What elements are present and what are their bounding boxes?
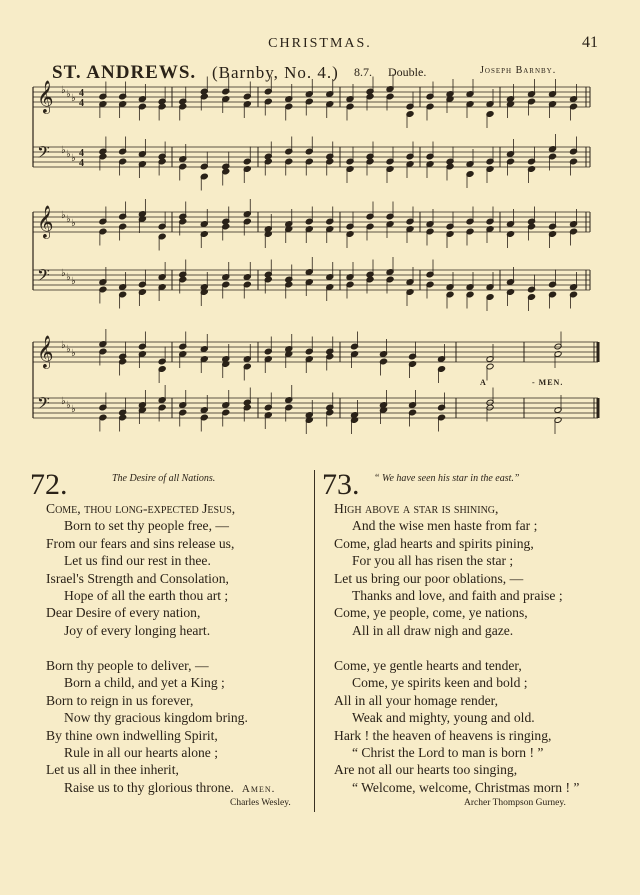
flat-icon: ♭ bbox=[71, 153, 76, 164]
stanza-line: All in all your homage render, bbox=[334, 692, 499, 708]
treble-clef-icon: 𝄞 bbox=[37, 80, 54, 113]
stanza-line: Let us bring our poor oblations, — bbox=[334, 570, 524, 586]
flat-icon: ♭ bbox=[61, 145, 66, 156]
flat-icon: ♭ bbox=[71, 276, 76, 287]
stanza-line: Weak and mighty, young and old. bbox=[352, 710, 535, 726]
stanza-line: Hark ! the heaven of heavens is ringing, bbox=[334, 727, 552, 743]
stanza-line: Let us all in thee inherit, bbox=[46, 762, 179, 778]
stanza-line: Come, glad hearts and spirits pining, bbox=[334, 535, 534, 551]
flat-icon: ♭ bbox=[66, 149, 71, 160]
stanza-line: Come, thou long-expected Jesus, bbox=[46, 501, 236, 516]
hymn-number: 72. bbox=[30, 468, 68, 501]
stanza-line: From our fears and sins release us, bbox=[46, 535, 235, 551]
amen-syllable-men: - MEN. bbox=[532, 378, 564, 387]
flat-icon: ♭ bbox=[71, 93, 76, 104]
amen-syllable-a: A bbox=[480, 378, 487, 387]
treble-clef-icon: 𝄞 bbox=[37, 205, 54, 238]
flat-icon: ♭ bbox=[66, 344, 71, 355]
flat-icon: ♭ bbox=[61, 268, 66, 279]
stanza-line: Come, ye spirits keen and bold ; bbox=[352, 675, 528, 691]
stanza-line: Come, ye gentle hearts and tender, bbox=[334, 658, 522, 673]
stanza-line: Let us find our rest in thee. bbox=[64, 553, 211, 569]
time-signature: 4 bbox=[79, 98, 84, 109]
meter-type: Double. bbox=[388, 65, 427, 79]
stanza-line: Born thy people to deliver, — bbox=[46, 658, 209, 673]
stanza-line: By thine own indwelling Spirit, bbox=[46, 727, 218, 743]
page-header-title: CHRISTMAS. bbox=[268, 36, 372, 51]
hymn-subtitle: “ We have seen his star in the east.” bbox=[374, 473, 520, 484]
page-number: 41 bbox=[582, 34, 598, 51]
flat-icon: ♭ bbox=[61, 396, 66, 407]
flat-icon: ♭ bbox=[71, 404, 76, 415]
stanza-line: Born to reign in us forever, bbox=[46, 692, 194, 708]
stanza-line: And the wise men haste from far ; bbox=[352, 518, 538, 534]
stanza-line: Rule in all our hearts alone ; bbox=[64, 744, 219, 760]
hymn-subtitle: The Desire of all Nations. bbox=[112, 473, 216, 484]
bass-clef-icon: 𝄢 bbox=[37, 265, 50, 289]
stanza-line: Joy of every longing heart. bbox=[64, 622, 211, 638]
flat-icon: ♭ bbox=[66, 400, 71, 411]
time-signature: 4 bbox=[79, 88, 84, 99]
stanza-line: Hope of all the earth thou art ; bbox=[64, 587, 229, 603]
stanza bbox=[334, 500, 563, 639]
meter: 8.7. bbox=[354, 65, 372, 79]
time-signature: 4 bbox=[79, 158, 84, 169]
stanza-line: High above a star is shining, bbox=[334, 501, 499, 516]
column-divider bbox=[314, 470, 315, 812]
bass-clef-icon: 𝄢 bbox=[37, 393, 50, 417]
stanza-line: “ Welcome, welcome, Christmas morn ! ” bbox=[352, 779, 580, 795]
flat-icon: ♭ bbox=[71, 348, 76, 359]
hymn-number: 73. bbox=[322, 468, 360, 501]
flat-icon: ♭ bbox=[61, 210, 66, 221]
time-signature: 4 bbox=[79, 148, 84, 159]
tune-source: (Barnby, No. 4.) bbox=[212, 63, 339, 82]
stanza-line: Are not all our hearts too singing, bbox=[334, 762, 518, 778]
stanza-line: Raise us to thy glorious throne. Amen. bbox=[64, 779, 276, 795]
stanza-line: Born a child, and yet a King ; bbox=[64, 675, 225, 691]
treble-clef-icon: 𝄞 bbox=[37, 335, 54, 368]
stanza bbox=[334, 657, 579, 796]
amen-text: Amen. bbox=[241, 782, 276, 795]
hymn-author: Charles Wesley. bbox=[230, 798, 291, 808]
stanza-line: Dear Desire of every nation, bbox=[46, 605, 201, 621]
stanza-line: All in all draw nigh and gaze. bbox=[352, 622, 514, 638]
tune-name: ST. ANDREWS. bbox=[52, 62, 197, 83]
hymn-author: Archer Thompson Gurney. bbox=[464, 798, 566, 808]
flat-icon: ♭ bbox=[61, 85, 66, 96]
stanza-line: Now thy gracious kingdom bring. bbox=[64, 710, 248, 726]
flat-icon: ♭ bbox=[61, 340, 66, 351]
flat-icon: ♭ bbox=[66, 272, 71, 283]
stanza-line: Born to set thy people free, — bbox=[64, 518, 229, 534]
flat-icon: ♭ bbox=[66, 89, 71, 100]
stanza-line: Thanks and love, and faith and praise ; bbox=[352, 587, 563, 603]
stanza bbox=[46, 500, 235, 639]
stanza-line: Israel's Strength and Consolation, bbox=[46, 570, 229, 586]
music-score bbox=[0, 0, 640, 440]
flat-icon: ♭ bbox=[71, 218, 76, 229]
stanza-line: Come, ye people, come, ye nations, bbox=[334, 605, 528, 621]
stanza bbox=[46, 657, 275, 796]
flat-icon: ♭ bbox=[66, 214, 71, 225]
composer: Joseph Barnby. bbox=[480, 65, 557, 76]
stanza-line: “ Christ the Lord to man is born ! ” bbox=[352, 744, 544, 760]
stanza-line: For you all has risen the star ; bbox=[352, 553, 514, 569]
bass-clef-icon: 𝄢 bbox=[37, 142, 50, 166]
